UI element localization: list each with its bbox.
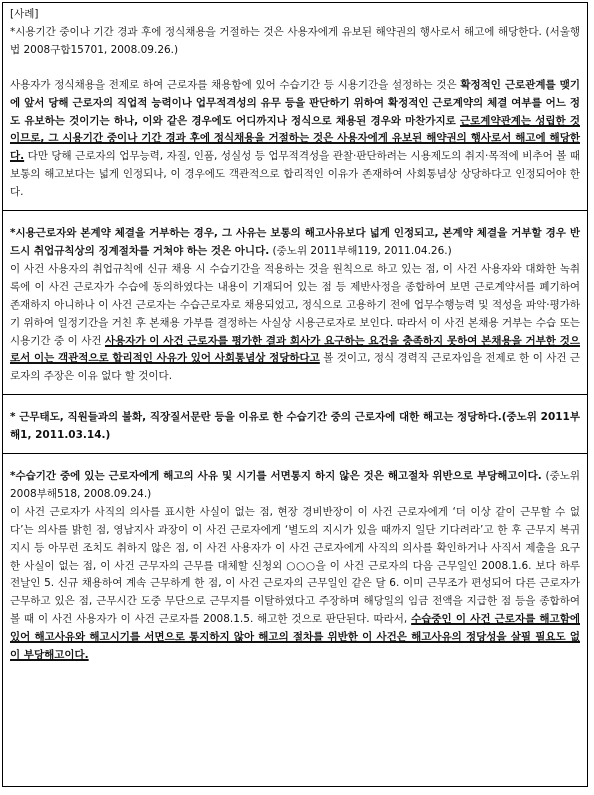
case2-holding-text: *시용근로자와 본계약 체결을 거부하는 경우, 그 사유는 보통의 해고사유보다 넓게 인정되고, 본계약 체결을 거부할 경우 반드시 취업규칙상의 징계절차를 거쳐야 하는 것은 아니다. [10, 227, 580, 257]
case2-holding-citation: (중노위 2011부해119, 2011.04.26.) [269, 244, 452, 257]
case2-text-c: 볼 것이고, 정식 경력직 근로자임을 전제로 한 이 사건 근로자의 주장은 이유 없다 할 것이다. [10, 352, 581, 383]
case-box [2, 2, 588, 787]
case2-holding [10, 225, 580, 261]
case2-body [10, 261, 580, 386]
case1-body [10, 77, 580, 202]
case2-text-a: 이 사건 사용자의 취업규칙에 신규 채용 시 수습기간을 적용하는 것을 원칙으로 하고 있는 점, 이 사건 사용자와 대화한 녹취록에 이 사건 근로자가 수습에 동의하였다는 내용이 기재되어 있는 점 등 제반사정을 종합하여 보면 근로계약서를 폐기하여 존재하지 아니하나 이 사건 근로자는 수습근로자로 채용되었고, 정식으로 고용하기 전에 업무수행능력 및 적성을 파악·평가하기 위하여 일정기간을 거친 후 본채용 가부를 결정하는 사실상 시용근로자로 보인다. 따라서 이 사건 본채용 거부는 수습 또는 시용기간 중 이 사건 [10, 262, 580, 347]
divider-1 [3, 210, 587, 211]
divider-3 [3, 453, 587, 454]
case1-text-b: 확정적인 근로관계를 맺기에 앞서 당해 근로자의 직업적 능력이나 업무적격성의 유무 등을 판단하기 위하여 확정적인 근로계약의 체결 여부를 어느 정도 유보하는 것이기는 하나, 이와 같은 경우에도 어디까지나 정식으로 채용된 경우와 마찬가지로 [10, 78, 580, 127]
case4-body [10, 504, 580, 665]
case2-text-b: 사용자가 이 사건 근로자를 평가한 결과 회사가 요구하는 요건을 충족하지 못하여 본채용을 거부한 것으로서 이는 객관적으로 합리적인 사유가 있어 사회통념상 정당하다고 [10, 334, 581, 365]
divider-2 [3, 394, 587, 395]
case1-text-d: 다만 당해 근로자의 업무능력, 자질, 인품, 성실성 등 업무적격성을 관찰·판단하려는 시용제도의 취지·목적에 비추어 볼 때 보통의 해고보다는 넓게 인정되나, 이 경우에도 객관적으로 합리적인 이유가 존재하여 사회통념상 상당하다고 인정되어야 한다. [10, 150, 580, 199]
case3-holding [10, 409, 580, 445]
case1-text-c: 근로계약관계는 성립한 것이므로, 그 시용기간 중이나 기간 경과 후에 정식채용을 거절하는 것은 사용자에게 유보된 해약권의 행사로서 해고에 해당한다. [10, 114, 580, 163]
case4-holding-citation: (중노위 2008부해518, 2008.09.24.) [10, 470, 581, 500]
case3-holding-text: * 근무태도, 직원들과의 불화, 직장질서문란 등을 이유로 한 수습기간 중의 근로자에 대한 해고는 정당하다.(중노위 2011부해1, 2011.03.14.) [10, 411, 580, 442]
case1-holding: *시용기간 중이나 기간 경과 후에 정식채용을 거절하는 것은 사용자에게 유보된 해약권의 행사로서 해고에 해당한다. (서울행법 2008구합15701, 2008.09.26.) [10, 25, 580, 56]
case4-text-b: 수습중인 이 사건 근로자를 해고함에 있어 해고사유와 해고시기를 서면으로 통지하지 않아 해고의 절차를 위반한 이 사건은 해고사유의 정당성을 살필 필요도 없이 부당해고이다. [10, 613, 580, 662]
case4-holding-text: *수습기간 중에 있는 근로자에게 해고의 사유 및 시기를 서면통지 하지 않은 것은 해고절차 위반으로 부당해고이다. [10, 470, 542, 483]
case1-text-a: 사용자가 정식채용을 전제로 하여 근로자를 채용함에 있어 수습기간 등 시용기간을 설정하는 것은 [10, 78, 461, 91]
case4-holding [10, 468, 580, 504]
case4-text-a: 이 사건 근로자가 사직의 의사를 표시한 사실이 없는 점, 현장 경비반장이 이 사건 근로자에게 ‘더 이상 같이 근무할 수 없다’는 의사를 밝힌 점, 영남지사 과장이 이 사건 근로자에게 ‘별도의 지시가 있을 때까지 일단 기다려라’고 한 후 근무지 복귀지시 등 아무런 조치도 취하지 않은 점, 이 사건 사용자가 이 사건 근로자에게 사직의 의사를 확인하거나 사직서 제출을 요구한 사실이 없는 점, 이 사건 근무자의 근무를 대체할 신청외 ○○○을 이 사건 근로자의 다음 근무일인 2008.1.6. 보다 하루 전날인 5. 신규 채용하여 계속 근무하게 한 점, 이 사건 근로자의 근무일인 같은 달 6. 이미 근무조가 편성되어 다른 근로자가 근무하고 있은 점, 근무시간 도중 무단으로 근무지를 이탈하였다고 주장하며 해당일의 임금 전액을 지급한 점 등을 종합하여 볼 때 이 사건 사용자가 이 사건 근로자를 2008.1.5. 해고한 것으로 판단된다. 따라서, [10, 505, 580, 626]
section-header: [사례] [10, 8, 39, 20]
